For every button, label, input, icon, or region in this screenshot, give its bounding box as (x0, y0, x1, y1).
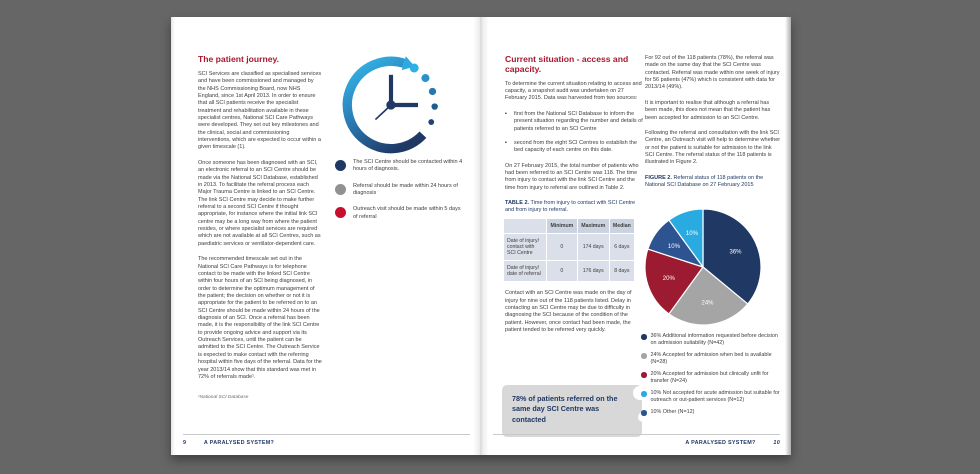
table-header-blank (504, 219, 546, 233)
row-max: 174 days (578, 234, 609, 260)
key-dot-navy (335, 160, 346, 171)
legend-label: 10% Other (N=12) (650, 409, 695, 416)
callout-box (502, 385, 642, 437)
legend-label: 10% Not accepted for acute admission but suitable for outreach or out-patient services (N=12) (650, 390, 780, 404)
col2-paragraph-1: For 92 out of the 118 patients (78%), the referral was made on the same day that the SCI Centre was contacted. Referral was made within one week of injury for 56 patients (47%) which is consistent with data for 2013/14 (49%). (645, 55, 780, 91)
document-spread (171, 17, 791, 455)
legend-label: 36% Additional information requested before decision on admission suitability (N=42) (650, 333, 778, 347)
table-caption-text: Time from injury to contact with SCI Centre and from injury to referral. (505, 200, 636, 214)
key-item (335, 206, 477, 221)
table-caption (505, 200, 643, 214)
left-page-number: 9 (183, 440, 187, 446)
table-header-maximum: Maximum (578, 219, 609, 233)
table-2 (503, 218, 635, 282)
key-label: Outreach visit should be made within 5 days of referral (353, 206, 461, 220)
left-paragraph-1: SCI Services are classified as specialised services and have been commissioned and managed by the NHS Commissioning Board, now NHS England, since 1st April 2013. In order to ensure that all SCI patients receive the specialist treatment and rehabilitation available in these specialist centres, National SCI Care Pathways were developed. They set out key milestones and the clinical, social and commissioning interventions, which are expected to occur within a given timescale (1). (198, 70, 322, 151)
right-intro: To determine the current situation relating to access and capacity, a snapshot audit was undertaken on 27 February 2015. Data was harvested from two sources: (505, 80, 642, 102)
col2-paragraph-3: Following the referral and consultation with the link SCI Centre, an Outreach visit will help to determine whether or not the patient is suitable for admission to the link SCI Centre. The referral status of the 118 patients is illustrated in Figure 2. (645, 129, 781, 166)
legend-dot (641, 391, 647, 397)
right-heading: Current situation - access and capacity. (505, 54, 629, 74)
row-min: 0 (547, 261, 577, 281)
row-label: Date of injury/ contact with SCI Centre (504, 234, 546, 260)
row-label: Date of injury/ date of referral (504, 261, 546, 281)
footnote: ¹National SCI Database (198, 395, 249, 401)
key-dot-gray (335, 184, 346, 195)
pie-slice-label: 10% (685, 230, 698, 237)
row-max: 176 days (578, 261, 609, 281)
pie-slice-label: 24% (701, 300, 714, 307)
key-dot-red (335, 207, 346, 218)
left-paragraph-2: Once someone has been diagnosed with an SCI, an electronic referral to an SCI Centre should be made via the National SCI Database, established in 2013. To facilitate the referral process each Major Trauma Centre is linked to an SCI Centre. The link SCI Centre may decide to make further referral to a second SCI Centre if thought appropriate, for instance where the initial link SCI centre may be a long way from where the patient resides, or where specialist services are required which are not available at all SCI Centres, such as paediatric services or ventilator-dependent care. (198, 159, 321, 247)
legend-item (641, 352, 787, 366)
booklet-title: A PARALYSED SYSTEM? (685, 440, 756, 446)
clock-icon (339, 53, 443, 157)
row-median: 8 days (610, 261, 634, 281)
timescale-key (335, 159, 477, 230)
legend-dot (641, 353, 647, 359)
left-footer (183, 434, 470, 446)
figure-caption-text: Referral status of 118 patients on the National SCI Database on 27 February 2015 (645, 174, 764, 188)
booklet-title: A PARALYSED SYSTEM? (203, 440, 275, 446)
pie-slice-label: 36% (729, 249, 742, 256)
right-footer (493, 434, 780, 446)
pie-slice-label: 20% (662, 276, 675, 283)
figure-caption-label: FIGURE 2. (645, 174, 672, 181)
left-text-column (198, 55, 322, 400)
legend-item (641, 333, 787, 347)
source-item-2: ▪ second from the eight SCI Centres to establish the bed capacity of each centre on this date. (505, 140, 643, 155)
pie-legend (641, 333, 787, 421)
right-paragraph-3: Contact with an SCI Centre was made on the day of injury for nine out of the 118 patients listed. Delay in contacting an SCI Centre may be due to difficulty in diagnosing the SCI because of the condition of the patient. However, once contact had been made, the patient tended to be referred very quickly. (505, 290, 632, 334)
figure-caption (645, 175, 782, 190)
right-paragraph-2: On 27 February 2015, the total number of patients who had been referred to an SCI Centre was 118. The time from injury to contact with the link SCI Centre and the time from injury to referral are outlined in Table 2. (505, 162, 639, 191)
table-caption-label: TABLE 2. (505, 200, 530, 207)
left-heading: The patient journey. (198, 54, 280, 64)
key-label: The SCI Centre should be contacted within 4 hours of diagnosis. (353, 159, 463, 173)
table-header-median: Median (610, 219, 634, 233)
table-header-row (504, 219, 634, 233)
right-column-1 (505, 55, 643, 343)
referral-pie (641, 205, 765, 329)
page-right (481, 17, 791, 455)
table-row (504, 234, 634, 260)
table-header-minimum: Minimum (547, 219, 577, 233)
row-median: 6 days (610, 234, 634, 260)
key-label: Referral should be made within 24 hours of diagnosis (353, 182, 458, 197)
legend-item (641, 390, 787, 404)
key-item (335, 183, 477, 198)
table-row (504, 261, 634, 281)
legend-label: 24% Accepted for admission when bed is available (N=28) (650, 352, 772, 366)
row-min: 0 (547, 234, 577, 260)
legend-item (641, 409, 787, 416)
col2-paragraph-2: It is important to realise that although a referral has been made, this does not mean that the patient has been accepted for admission to an SCI Centre. (645, 99, 771, 121)
pie-slice-label: 10% (667, 243, 680, 250)
callout-text: 78% of patients referred on the same day SCI Centre was contacted (512, 394, 618, 424)
legend-label: 20% Accepted for admission but clinically unfit for transfer (N=24) (650, 371, 769, 385)
legend-dot (641, 372, 647, 378)
page-left (171, 17, 481, 455)
legend-dot (641, 334, 647, 340)
figure-2-pie-chart (641, 205, 765, 329)
legend-item (641, 371, 787, 385)
right-page-number: 10 (773, 440, 780, 446)
key-item (335, 159, 477, 174)
right-column-2 (645, 55, 782, 189)
left-paragraph-3: The recommended timescale set out in the National SCI Care Pathways is for telephone contact to be made with the linked SCI Centre within four hours of an SCI being diagnosed, in order to determine the optimum management of the patient; the decision on whether or not it is appropriate for the patient to be referred on to an SCI Centre should be made within 24 hours of the diagnosis of an SCI. Once a referral has been made, it is the responsibility of the link SCI Centre to provide ongoing advice and support via its Outreach Services, until the patient can be admitted to the SCI Centre. The Outreach Service is expected to make contact with the referring hospital within five days of the referral. Data for the year 2013/14 show that this standard was met in 72% of referrals made¹. (198, 256, 322, 380)
source-item-1: ▪ first from the National SCI Database to inform the present situation regarding the number and details of patients referred to an SCI Centre (505, 111, 643, 133)
source-list (505, 111, 643, 155)
legend-dot (641, 410, 647, 416)
